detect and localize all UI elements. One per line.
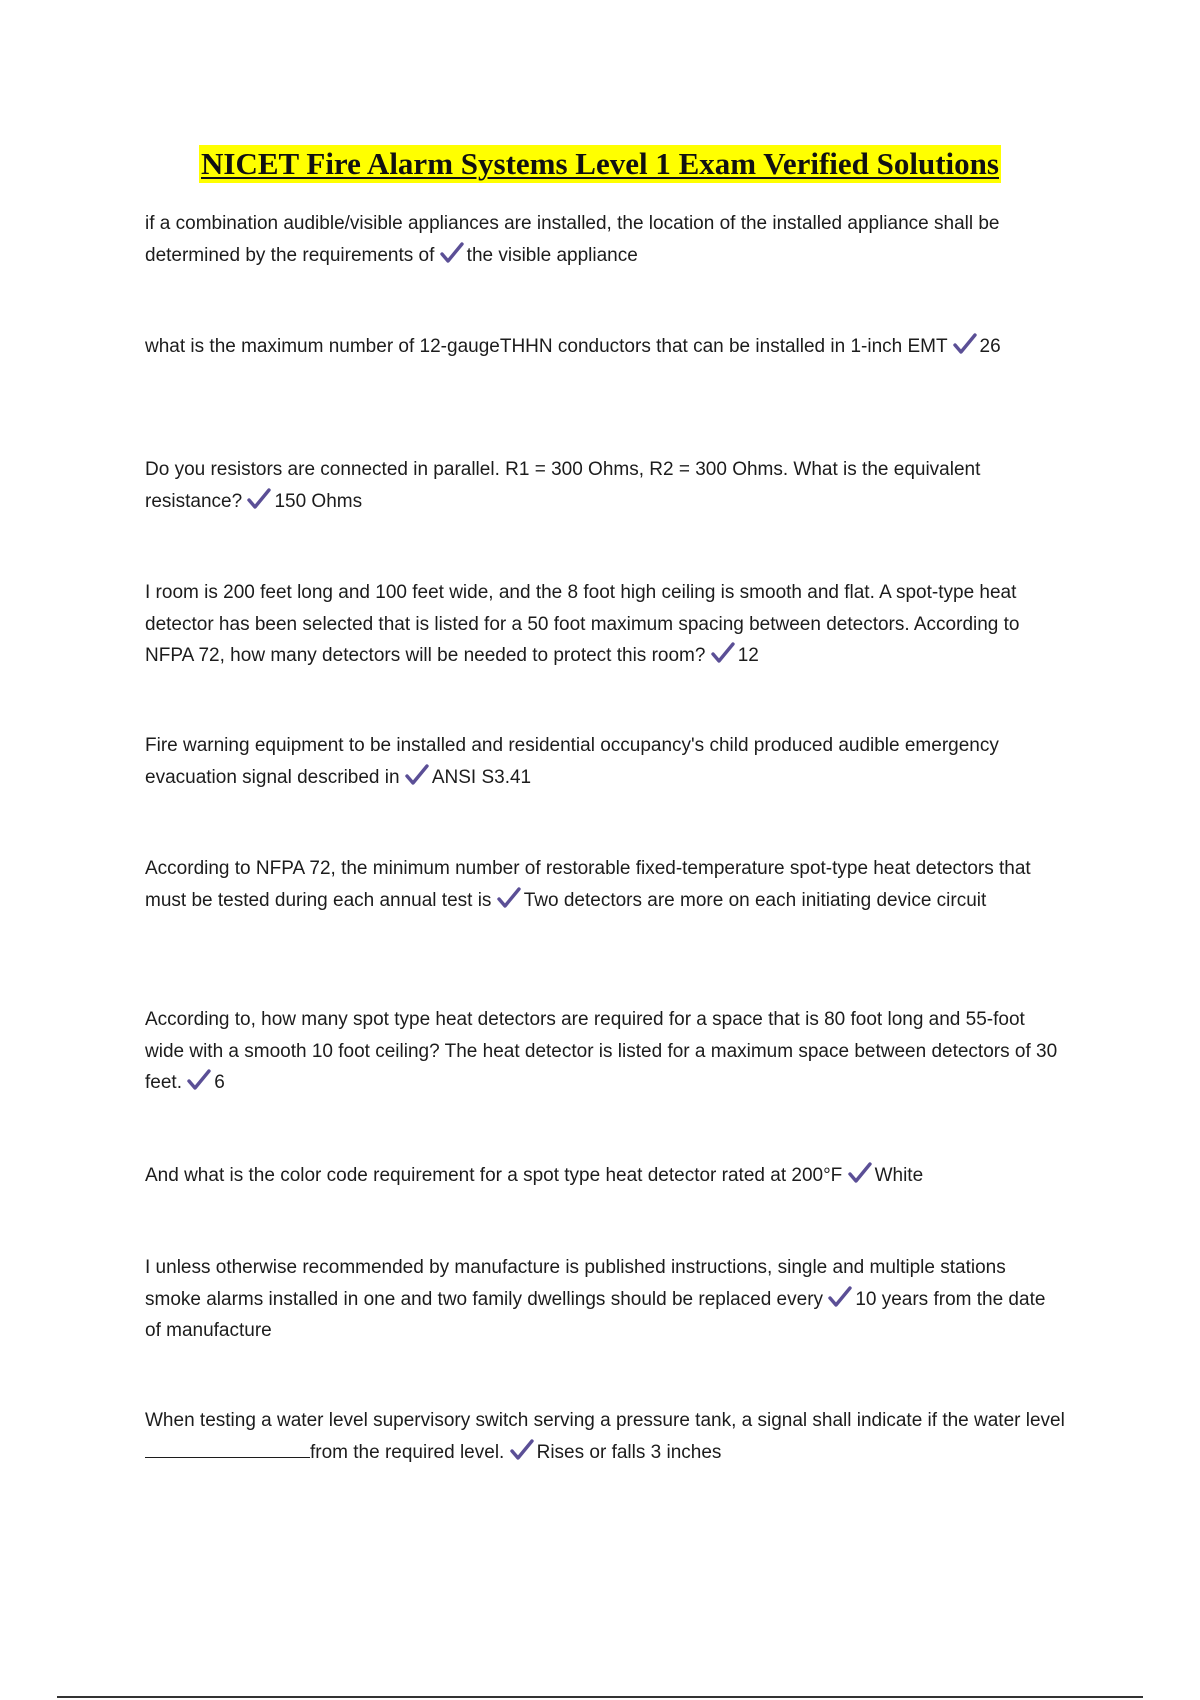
question-text: I unless otherwise recommended by manufacture is published instructions, single and multiple stations smoke alarms installed in one and two family dwellings should be replaced every bbox=[145, 1257, 1006, 1310]
question-text: And what is the color code requirement for a spot type heat detector rated at 200°F bbox=[145, 1165, 843, 1186]
qa-item-1 bbox=[145, 208, 1065, 271]
checkmark-icon bbox=[440, 242, 464, 264]
checkmark-icon bbox=[247, 488, 271, 510]
question-text-before-blank: When testing a water level supervisory switch serving a pressure tank, a signal shall indicate if the water level bbox=[145, 1410, 1065, 1431]
question-text: what is the maximum number of 12-gaugeTHHN conductors that can be installed in 1-inch EMT bbox=[145, 336, 948, 357]
checkmark-icon bbox=[510, 1439, 534, 1461]
answer-text: 6 bbox=[214, 1072, 225, 1093]
question-text: According to NFPA 72, the minimum number of restorable fixed-temperature spot-type heat detectors that must be tested during each annual test is bbox=[145, 858, 1031, 911]
qa-item-4 bbox=[145, 577, 1065, 672]
qa-item-10 bbox=[145, 1405, 1065, 1468]
document-title: NICET Fire Alarm Systems Level 1 Exam Verified Solutions bbox=[201, 146, 999, 181]
question-text: According to, how many spot type heat detectors are required for a space that is 80 foot long and 55-foot wide with a smooth 10 foot ceiling? The heat detector is listed for a maximum space between detectors of 30 feet. bbox=[145, 1009, 1058, 1093]
answer-text: White bbox=[874, 1165, 924, 1186]
checkmark-icon bbox=[187, 1069, 211, 1091]
checkmark-icon bbox=[405, 764, 429, 786]
answer-text: 12 bbox=[737, 645, 759, 666]
qa-item-7 bbox=[145, 1004, 1065, 1099]
answer-text: the visible appliance bbox=[466, 244, 638, 266]
qa-item-3 bbox=[145, 454, 1065, 517]
title-container bbox=[0, 145, 1200, 183]
checkmark-icon bbox=[848, 1162, 872, 1184]
answer-text: ANSI S3.41 bbox=[431, 766, 532, 788]
question-text: Fire warning equipment to be installed and residential occupancy's child produced audible emergency evacuation signal described in bbox=[145, 735, 999, 788]
answer-text: Two detectors are more on each initiating device circuit bbox=[523, 889, 987, 911]
qa-item-5 bbox=[145, 730, 1065, 793]
qa-item-8 bbox=[145, 1160, 1065, 1192]
qa-item-2 bbox=[145, 331, 1065, 363]
question-text: I room is 200 feet long and 100 feet wide, and the 8 foot high ceiling is smooth and flat. A spot-type heat detector has been selected that is listed for a 50 foot maximum spacing between detectors. According to NFPA 72, how many detectors will be needed to protect this room? bbox=[145, 582, 1020, 666]
answer-text: 10 years from the date of manufacture bbox=[145, 1288, 1046, 1341]
qa-item-6 bbox=[145, 853, 1065, 916]
checkmark-icon bbox=[828, 1286, 852, 1308]
answer-text: 150 Ohms bbox=[274, 490, 363, 512]
answer-text: Rises or falls 3 inches bbox=[536, 1441, 722, 1463]
checkmark-icon bbox=[711, 642, 735, 664]
answer-text: 26 bbox=[979, 336, 1001, 357]
question-text: Do you resistors are connected in parallel. R1 = 300 Ohms, R2 = 300 Ohms. What is the equivalent resistance? bbox=[145, 459, 981, 512]
qa-item-9 bbox=[145, 1252, 1065, 1347]
checkmark-icon bbox=[497, 887, 521, 909]
question-text-after-blank: from the required level. bbox=[310, 1441, 505, 1463]
fill-in-blank bbox=[145, 1439, 310, 1458]
checkmark-icon bbox=[953, 333, 977, 355]
footer-divider bbox=[57, 1696, 1143, 1698]
question-text: if a combination audible/visible appliances are installed, the location of the installed appliance shall be determined by the requirements of bbox=[145, 213, 1000, 266]
